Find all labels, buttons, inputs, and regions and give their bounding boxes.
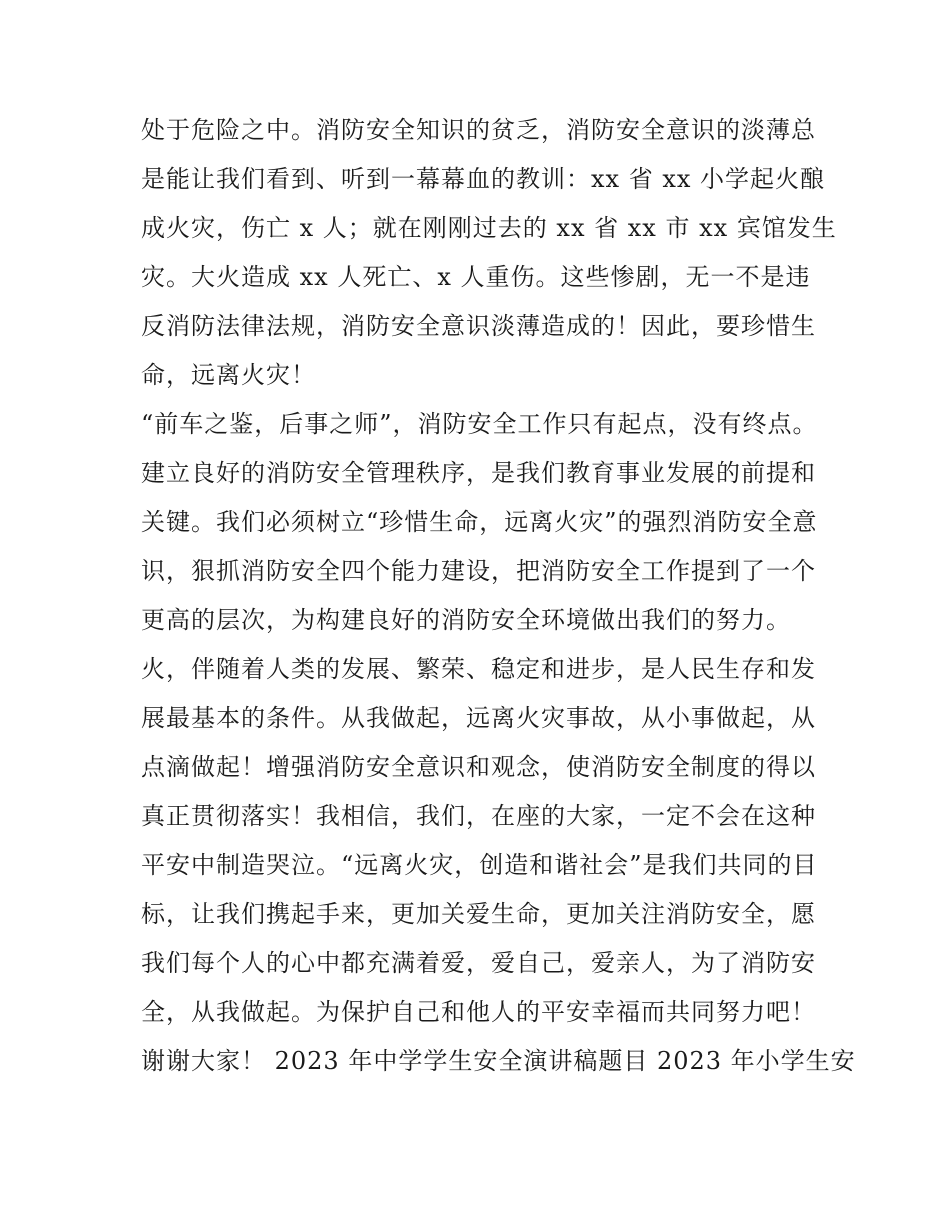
text-line: 是能让我们看到、听到一幕幕血的教训：xx 省 xx 小学起火酿 xyxy=(141,165,826,193)
text-line: 处于危险之中。消防安全知识的贫乏，消防安全意识的淡薄总 xyxy=(141,116,816,144)
text-line: 平安中制造哭泣。“远离火灾，创造和谐社会”是我们共同的目 xyxy=(141,851,818,879)
text-line: 更高的层次，为构建良好的消防安全环境做出我们的努力。 xyxy=(141,606,791,634)
text-line: 成火灾，伤亡 x 人；就在刚刚过去的 xx 省 xx 市 xx 宾馆发生 xyxy=(141,214,837,242)
text-line: “前车之鉴，后事之师”，消防安全工作只有起点，没有终点。 xyxy=(141,410,818,438)
text-line: 真正贯彻落实！我相信，我们，在座的大家，一定不会在这种 xyxy=(141,802,816,830)
text-line: 命，远离火灾！ xyxy=(141,361,316,389)
text-line: 识，狠抓消防安全四个能力建设，把消防安全工作提到了一个 xyxy=(141,557,816,585)
text-line: 点滴做起！增强消防安全意识和观念，使消防安全制度的得以 xyxy=(141,753,816,781)
text-line: 全，从我做起。为保护自己和他人的平安幸福而共同努力吧！ xyxy=(141,998,816,1026)
document-body xyxy=(141,106,856,1086)
text-line: 火，伴随着人类的发展、繁荣、稳定和进步，是人民生存和发 xyxy=(141,655,816,683)
text-line: 我们每个人的心中都充满着爱，爱自己，爱亲人，为了消防安 xyxy=(141,949,816,977)
text-line: 关键。我们必须树立“珍惜生命，远离火灾”的强烈消防安全意 xyxy=(141,508,818,536)
text-line: 建立良好的消防安全管理秩序，是我们教育事业发展的前提和 xyxy=(141,459,816,487)
text-line: 标，让我们携起手来，更加关爱生命，更加关注消防安全，愿 xyxy=(141,900,816,928)
text-line: 灾。大火造成 xx 人死亡、x 人重伤。这些惨剧，无一不是违 xyxy=(141,263,811,291)
text-line: 反消防法律法规，消防安全意识淡薄造成的！因此，要珍惜生 xyxy=(141,312,816,340)
text-line: 谢谢大家！ 2023 年中学学生安全演讲稿题目 2023 年小学生安 xyxy=(141,1047,856,1075)
text-line: 展最基本的条件。从我做起，远离火灾事故，从小事做起，从 xyxy=(141,704,816,732)
